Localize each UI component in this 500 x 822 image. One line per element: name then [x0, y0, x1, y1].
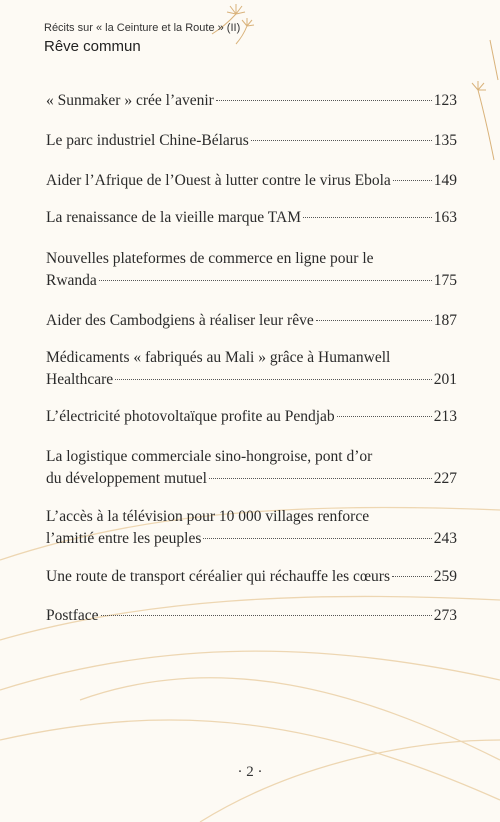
toc-entry[interactable] [46, 406, 457, 428]
toc-page-number: 163 [433, 209, 457, 226]
toc-entry[interactable] [46, 605, 457, 627]
toc-entry-title-continued: du développement mutuel [46, 470, 207, 487]
toc-entry[interactable] [46, 446, 457, 490]
toc-page-number: 187 [433, 312, 457, 329]
toc-page-number: 227 [433, 470, 457, 487]
toc-entry-title: « Sunmaker » crée l’avenir [46, 92, 214, 109]
toc-entry[interactable] [46, 506, 457, 550]
dot-leader [303, 217, 432, 218]
toc-entry-title: Aider des Cambodgiens à réaliser leur rêve [46, 312, 314, 329]
toc-entry[interactable] [46, 170, 457, 192]
toc-entry-title: L’électricité photovoltaïque profite au Pendjab [46, 408, 335, 425]
toc-entry-title: L’accès à la télévision pour 10 000 villages renforce [46, 508, 370, 525]
toc-entry-title: Aider l’Afrique de l’Ouest à lutter contre le virus Ebola [46, 172, 391, 189]
toc-entry[interactable] [46, 90, 457, 112]
toc-entry-title: Une route de transport céréalier qui réchauffe les cœurs [46, 568, 390, 585]
toc-page-number: 243 [433, 530, 457, 547]
toc-page-number: 213 [433, 408, 457, 425]
dot-leader [216, 100, 432, 101]
toc-page-number: 273 [433, 607, 457, 624]
toc-entry-title: La logistique commerciale sino-hongroise, pont d’or [46, 448, 373, 465]
book-title: Rêve commun [44, 38, 141, 55]
page-number-footer: · 2 · [237, 764, 263, 780]
dot-leader [392, 576, 432, 577]
dot-leader [115, 379, 432, 380]
toc-entry-title: Le parc industriel Chine-Bélarus [46, 132, 249, 149]
toc-page-number: 123 [433, 92, 457, 109]
toc-entry-title-continued: l’amitié entre les peuples [46, 530, 202, 547]
dot-leader [337, 416, 432, 417]
toc-page-number: 201 [433, 371, 457, 388]
series-title: Récits sur « la Ceinture et la Route » (II) [44, 22, 241, 34]
toc-page-number: 149 [433, 172, 457, 189]
toc-entry-title: Nouvelles plateformes de commerce en ligne pour le [46, 250, 374, 267]
toc-entry[interactable] [46, 310, 457, 332]
toc-entry-title: La renaissance de la vieille marque TAM [46, 209, 301, 226]
dot-leader [251, 140, 432, 141]
dot-leader [316, 320, 432, 321]
toc-entry[interactable] [46, 207, 457, 229]
toc-entry-title-continued: Healthcare [46, 371, 114, 388]
toc-entry-title: Postface [46, 607, 99, 624]
dot-leader [99, 280, 432, 281]
toc-entry-title: Médicaments « fabriqués au Mali » grâce à Humanwell [46, 349, 391, 366]
toc-entry[interactable] [46, 347, 457, 391]
toc-page-number: 135 [433, 132, 457, 149]
dot-leader [101, 615, 432, 616]
toc-entry[interactable] [46, 130, 457, 152]
dot-leader [393, 180, 432, 181]
toc-entry[interactable] [46, 566, 457, 588]
toc-entry[interactable] [46, 248, 457, 292]
toc-page-number: 259 [433, 568, 457, 585]
toc-page-number: 175 [433, 272, 457, 289]
dot-leader [209, 478, 432, 479]
dot-leader [203, 538, 431, 539]
toc-entry-title-continued: Rwanda [46, 272, 97, 289]
